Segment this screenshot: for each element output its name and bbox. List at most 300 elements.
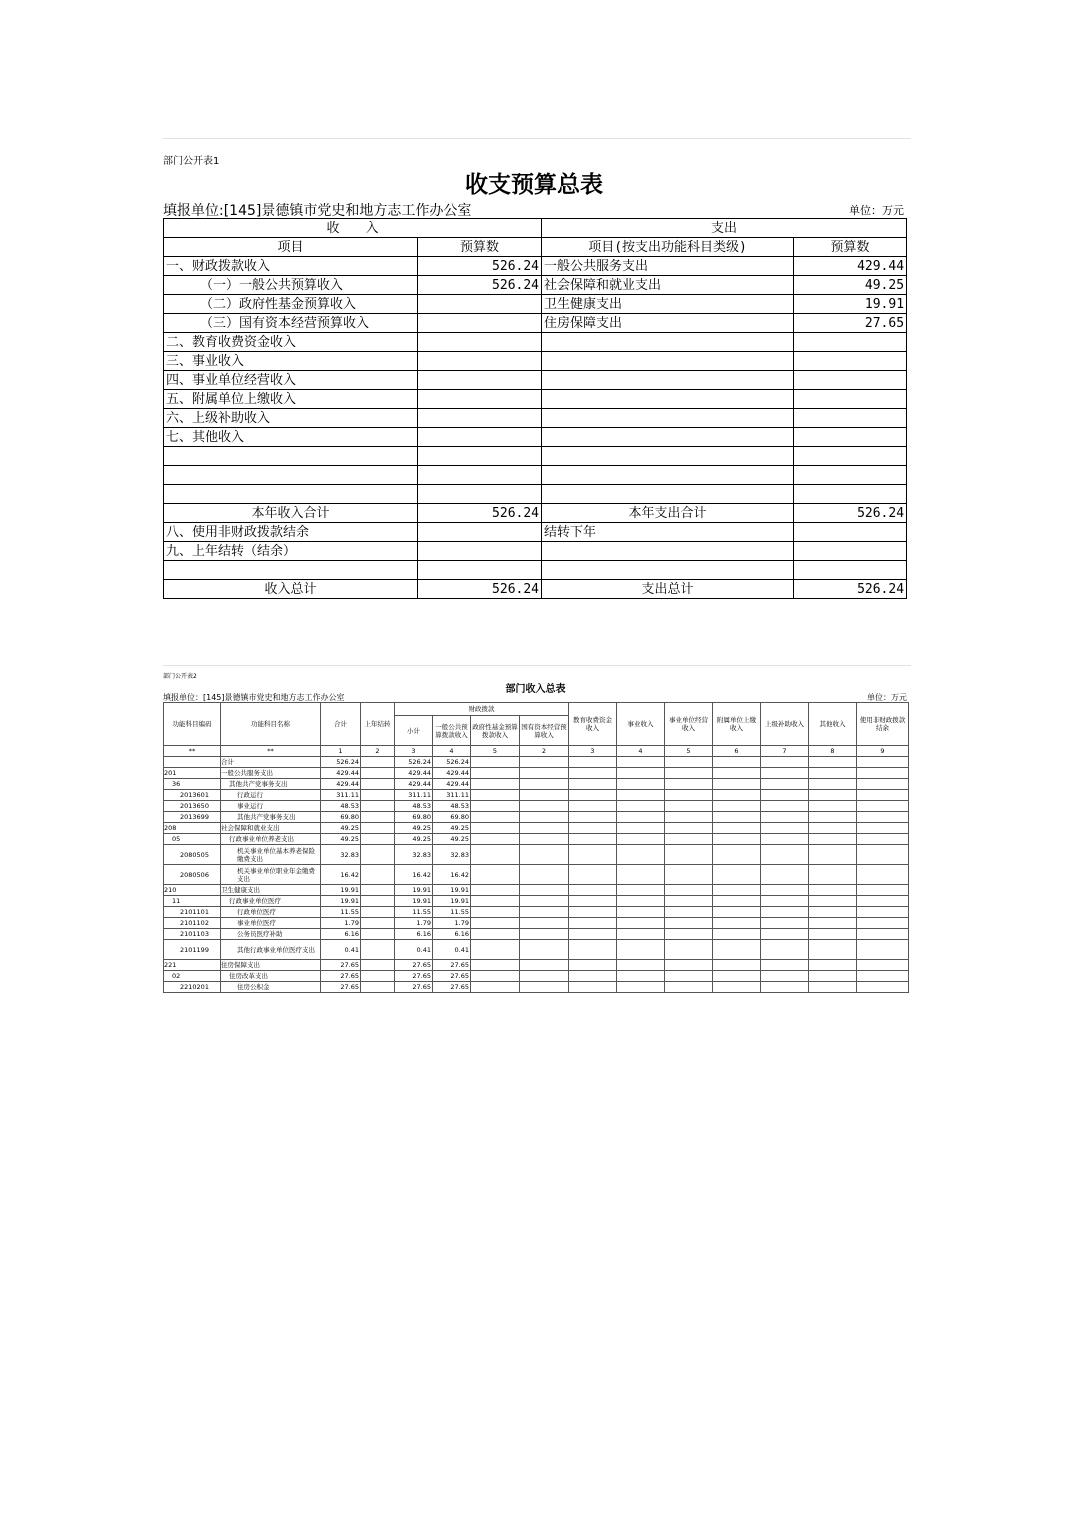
empty-cell (471, 960, 520, 971)
empty-cell (665, 823, 713, 834)
expense-item (542, 428, 794, 447)
edu-header: 教育收费资金收入 (569, 703, 617, 746)
income-item: （一）一般公共预算收入 (164, 276, 418, 295)
divider (163, 665, 911, 666)
empty-cell (471, 823, 520, 834)
empty-cell (761, 757, 809, 768)
empty-cell (617, 971, 665, 982)
table-row (164, 940, 909, 960)
expense-header: 支出 (542, 219, 907, 238)
expense-item (542, 485, 794, 504)
column-index: 7 (761, 746, 809, 757)
table-row (164, 757, 909, 768)
empty-cell (617, 896, 665, 907)
empty-cell (809, 790, 857, 801)
empty-cell (520, 918, 569, 929)
expense-value (794, 466, 907, 485)
empty-cell (761, 960, 809, 971)
income-item: 八、使用非财政拨款结余 (164, 523, 418, 542)
income-item: 三、事业收入 (164, 352, 418, 371)
budget-summary-table (163, 218, 907, 599)
carry-cell (361, 834, 395, 845)
empty-cell (665, 896, 713, 907)
empty-cell (569, 779, 617, 790)
general-header: 一般公共预算拨款收入 (433, 716, 471, 746)
total-cell: 16.42 (321, 865, 361, 885)
expense-value: 49.25 (794, 276, 907, 295)
expense-item: 卫生健康支出 (542, 295, 794, 314)
empty-cell (809, 865, 857, 885)
affiliated-header: 附属单位上缴收入 (713, 703, 761, 746)
income-item: 一、财政拨款收入 (164, 257, 418, 276)
table-row (164, 918, 909, 929)
expense-item-header: 项目(按支出功能科目类级) (542, 238, 794, 257)
carry-cell (361, 907, 395, 918)
income-item (164, 466, 418, 485)
total-cell: 19.91 (321, 896, 361, 907)
empty-cell (617, 801, 665, 812)
empty-cell (761, 896, 809, 907)
empty-cell (520, 757, 569, 768)
empty-cell (471, 790, 520, 801)
empty-cell (713, 834, 761, 845)
expense-value (794, 352, 907, 371)
empty-cell (809, 971, 857, 982)
income-value (418, 561, 542, 580)
empty-cell (471, 845, 520, 865)
name-cell: 机关事业单位基本养老保险缴费支出 (221, 845, 321, 865)
subtotal-cell: 429.44 (395, 779, 433, 790)
income-item (164, 485, 418, 504)
general-cell: 19.91 (433, 896, 471, 907)
empty-cell (809, 812, 857, 823)
empty-cell (857, 823, 909, 834)
general-cell: 69.80 (433, 812, 471, 823)
empty-cell (569, 929, 617, 940)
table2-label: 部门公开表2 (163, 673, 197, 680)
table-row (164, 845, 909, 865)
empty-cell (520, 834, 569, 845)
empty-cell (617, 790, 665, 801)
empty-cell (713, 896, 761, 907)
table-row (164, 409, 907, 428)
subtotal-cell: 48.53 (395, 801, 433, 812)
empty-cell (857, 982, 909, 993)
empty-cell (713, 779, 761, 790)
subtotal-cell: 16.42 (395, 865, 433, 885)
empty-cell (713, 971, 761, 982)
carry-cell (361, 768, 395, 779)
table-row (164, 542, 907, 561)
empty-cell (857, 971, 909, 982)
expense-value: 526.24 (794, 504, 907, 523)
code-cell: 11 (164, 896, 221, 907)
empty-cell (471, 982, 520, 993)
superior-header: 上级补助收入 (761, 703, 809, 746)
income-value (418, 371, 542, 390)
empty-cell (809, 834, 857, 845)
empty-cell (471, 896, 520, 907)
empty-cell (520, 865, 569, 885)
empty-cell (809, 896, 857, 907)
column-index: 3 (395, 746, 433, 757)
total-cell: 27.65 (321, 982, 361, 993)
income-item (164, 561, 418, 580)
income-item: （三）国有资本经营预算收入 (164, 314, 418, 333)
empty-cell (617, 940, 665, 960)
empty-cell (520, 971, 569, 982)
general-cell: 49.25 (433, 823, 471, 834)
empty-cell (713, 823, 761, 834)
income-value: 526.24 (418, 276, 542, 295)
empty-cell (809, 845, 857, 865)
general-cell: 6.16 (433, 929, 471, 940)
total-cell: 27.65 (321, 971, 361, 982)
empty-cell (809, 907, 857, 918)
general-cell: 48.53 (433, 801, 471, 812)
table1-title: 收支预算总表 (465, 171, 603, 198)
table-row (164, 768, 909, 779)
subtotal-header: 小计 (395, 716, 433, 746)
table-row (164, 823, 909, 834)
empty-cell (665, 907, 713, 918)
table-row (164, 333, 907, 352)
empty-cell (809, 823, 857, 834)
empty-cell (665, 768, 713, 779)
empty-cell (809, 768, 857, 779)
table-row (164, 276, 907, 295)
expense-value (794, 561, 907, 580)
subtotal-cell: 0.41 (395, 940, 433, 960)
total-cell: 27.65 (321, 960, 361, 971)
empty-cell (665, 982, 713, 993)
table2-title: 部门收入总表 (505, 684, 566, 695)
empty-cell (857, 834, 909, 845)
general-cell: 49.25 (433, 834, 471, 845)
table-row (164, 907, 909, 918)
empty-cell (520, 929, 569, 940)
column-index: ** (221, 746, 321, 757)
empty-cell (713, 865, 761, 885)
empty-cell (617, 960, 665, 971)
empty-cell (520, 779, 569, 790)
column-index: 5 (665, 746, 713, 757)
empty-cell (809, 918, 857, 929)
empty-cell (761, 929, 809, 940)
code-cell: 2101102 (164, 918, 221, 929)
empty-cell (617, 885, 665, 896)
empty-cell (569, 823, 617, 834)
empty-cell (665, 971, 713, 982)
other-header: 其他收入 (809, 703, 857, 746)
expense-value (794, 390, 907, 409)
empty-cell (761, 865, 809, 885)
income-value (418, 523, 542, 542)
empty-cell (617, 757, 665, 768)
name-cell: 其他共产党事务支出 (221, 779, 321, 790)
carry-cell (361, 823, 395, 834)
empty-cell (857, 960, 909, 971)
empty-cell (569, 885, 617, 896)
code-cell: 2013601 (164, 790, 221, 801)
subtotal-cell: 49.25 (395, 823, 433, 834)
empty-cell (713, 757, 761, 768)
name-cell: 社会保障和就业支出 (221, 823, 321, 834)
subtotal-cell: 6.16 (395, 929, 433, 940)
table1-label: 部门公开表1 (163, 156, 220, 167)
carry-header: 上年结转 (361, 703, 395, 746)
empty-cell (665, 940, 713, 960)
carry-cell (361, 801, 395, 812)
code-cell: 2080505 (164, 845, 221, 865)
carry-cell (361, 918, 395, 929)
income-value: 526.24 (418, 580, 542, 599)
empty-cell (569, 757, 617, 768)
expense-item (542, 371, 794, 390)
code-cell: 02 (164, 971, 221, 982)
empty-cell (713, 768, 761, 779)
name-cell: 其他行政事业单位医疗支出 (221, 940, 321, 960)
table-row (164, 447, 907, 466)
expense-value (794, 428, 907, 447)
expense-item: 社会保障和就业支出 (542, 276, 794, 295)
subtotal-cell: 1.79 (395, 918, 433, 929)
expense-item (542, 390, 794, 409)
expense-value (794, 447, 907, 466)
total-cell: 49.25 (321, 834, 361, 845)
name-cell: 其他共产党事务支出 (221, 812, 321, 823)
empty-cell (665, 834, 713, 845)
income-item: 九、上年结转（结余） (164, 542, 418, 561)
empty-cell (471, 801, 520, 812)
table-row (164, 352, 907, 371)
general-cell: 27.65 (433, 960, 471, 971)
subtotal-cell: 69.80 (395, 812, 433, 823)
subtotal-cell: 49.25 (395, 834, 433, 845)
item-header: 项目 (164, 238, 418, 257)
general-cell: 429.44 (433, 779, 471, 790)
empty-cell (857, 865, 909, 885)
expense-value (794, 333, 907, 352)
total-cell: 32.83 (321, 845, 361, 865)
income-item: 收入总计 (164, 580, 418, 599)
column-index: ** (164, 746, 221, 757)
empty-cell (713, 907, 761, 918)
empty-cell (520, 885, 569, 896)
code-cell: 208 (164, 823, 221, 834)
empty-cell (761, 907, 809, 918)
table-row (164, 779, 909, 790)
empty-cell (471, 865, 520, 885)
table-row (164, 466, 907, 485)
expense-item: 住房保障支出 (542, 314, 794, 333)
empty-cell (520, 982, 569, 993)
subtotal-cell: 27.65 (395, 960, 433, 971)
income-value (418, 428, 542, 447)
empty-cell (665, 845, 713, 865)
empty-cell (713, 960, 761, 971)
income-value (418, 352, 542, 371)
empty-cell (809, 801, 857, 812)
empty-cell (713, 790, 761, 801)
empty-cell (761, 779, 809, 790)
carry-cell (361, 982, 395, 993)
expense-item (542, 561, 794, 580)
table-row (164, 865, 909, 885)
name-cell: 住房改革支出 (221, 971, 321, 982)
column-index: 2 (520, 746, 569, 757)
empty-cell (520, 960, 569, 971)
general-cell: 19.91 (433, 885, 471, 896)
empty-cell (569, 790, 617, 801)
income-item: 六、上级补助收入 (164, 409, 418, 428)
income-value (418, 447, 542, 466)
empty-cell (857, 779, 909, 790)
name-cell: 行政运行 (221, 790, 321, 801)
empty-cell (761, 801, 809, 812)
empty-cell (471, 779, 520, 790)
table-row (164, 580, 907, 599)
empty-cell (617, 779, 665, 790)
empty-cell (471, 768, 520, 779)
empty-cell (617, 907, 665, 918)
empty-cell (761, 768, 809, 779)
table-row (164, 971, 909, 982)
expense-value (794, 409, 907, 428)
name-cell: 事业运行 (221, 801, 321, 812)
budget-header: 预算数 (418, 238, 542, 257)
empty-cell (713, 982, 761, 993)
empty-cell (520, 768, 569, 779)
carry-cell (361, 812, 395, 823)
empty-cell (520, 801, 569, 812)
empty-cell (761, 790, 809, 801)
general-cell: 27.65 (433, 971, 471, 982)
empty-cell (569, 845, 617, 865)
empty-cell (857, 845, 909, 865)
income-item: 二、教育收费资金收入 (164, 333, 418, 352)
column-index: 2 (361, 746, 395, 757)
expense-item: 本年支出合计 (542, 504, 794, 523)
total-cell: 6.16 (321, 929, 361, 940)
carry-cell (361, 885, 395, 896)
column-index: 5 (471, 746, 520, 757)
income-item (164, 447, 418, 466)
code-cell: 2013699 (164, 812, 221, 823)
table-row (164, 982, 909, 993)
total-cell: 526.24 (321, 757, 361, 768)
name-cell: 卫生健康支出 (221, 885, 321, 896)
table-row (164, 790, 909, 801)
income-value (418, 485, 542, 504)
name-cell: 事业单位医疗 (221, 918, 321, 929)
empty-cell (569, 982, 617, 993)
name-cell: 机关事业单位职业年金缴费支出 (221, 865, 321, 885)
expense-item: 一般公共服务支出 (542, 257, 794, 276)
expense-value (794, 371, 907, 390)
empty-cell (761, 885, 809, 896)
total-cell: 429.44 (321, 768, 361, 779)
general-cell: 0.41 (433, 940, 471, 960)
income-value: 526.24 (418, 504, 542, 523)
empty-cell (809, 929, 857, 940)
code-cell: 2101101 (164, 907, 221, 918)
empty-cell (713, 885, 761, 896)
empty-cell (569, 896, 617, 907)
income-value (418, 295, 542, 314)
code-cell: 2080506 (164, 865, 221, 885)
empty-cell (471, 971, 520, 982)
table-row (164, 812, 909, 823)
empty-cell (471, 885, 520, 896)
empty-cell (665, 885, 713, 896)
expense-value: 19.91 (794, 295, 907, 314)
gov-fund-header: 政府性基金预算拨款收入 (471, 716, 520, 746)
income-item: （二）政府性基金预算收入 (164, 295, 418, 314)
general-cell: 1.79 (433, 918, 471, 929)
name-cell: 公务员医疗补助 (221, 929, 321, 940)
empty-cell (665, 865, 713, 885)
name-cell: 行政事业单位医疗 (221, 896, 321, 907)
code-cell (164, 757, 221, 768)
carry-cell (361, 960, 395, 971)
code-header: 功能科目编码 (164, 703, 221, 746)
income-value (418, 542, 542, 561)
empty-cell (617, 845, 665, 865)
empty-cell (857, 768, 909, 779)
empty-cell (569, 865, 617, 885)
empty-cell (617, 812, 665, 823)
empty-cell (617, 865, 665, 885)
income-item: 本年收入合计 (164, 504, 418, 523)
code-cell: 2101103 (164, 929, 221, 940)
carry-cell (361, 845, 395, 865)
table-row (164, 801, 909, 812)
column-index: 6 (713, 746, 761, 757)
empty-cell (471, 918, 520, 929)
column-index: 3 (569, 746, 617, 757)
general-cell: 11.55 (433, 907, 471, 918)
subtotal-cell: 32.83 (395, 845, 433, 865)
total-cell: 429.44 (321, 779, 361, 790)
total-cell: 11.55 (321, 907, 361, 918)
income-value (418, 409, 542, 428)
empty-cell (809, 779, 857, 790)
carry-cell (361, 790, 395, 801)
empty-cell (665, 812, 713, 823)
carry-cell (361, 929, 395, 940)
general-cell: 27.65 (433, 982, 471, 993)
name-cell: 一般公共服务支出 (221, 768, 321, 779)
table-row (164, 834, 909, 845)
empty-cell (761, 812, 809, 823)
name-cell: 行政单位医疗 (221, 907, 321, 918)
code-cell: 201 (164, 768, 221, 779)
name-cell: 住房公积金 (221, 982, 321, 993)
income-summary-table (163, 702, 909, 993)
income-header: 收 入 (164, 219, 542, 238)
subtotal-cell: 429.44 (395, 768, 433, 779)
empty-cell (569, 812, 617, 823)
empty-cell (809, 757, 857, 768)
empty-cell (569, 918, 617, 929)
empty-cell (471, 812, 520, 823)
table-row (164, 561, 907, 580)
income-item: 七、其他收入 (164, 428, 418, 447)
expense-budget-header: 预算数 (794, 238, 907, 257)
income-value (418, 314, 542, 333)
subtotal-cell: 19.91 (395, 896, 433, 907)
